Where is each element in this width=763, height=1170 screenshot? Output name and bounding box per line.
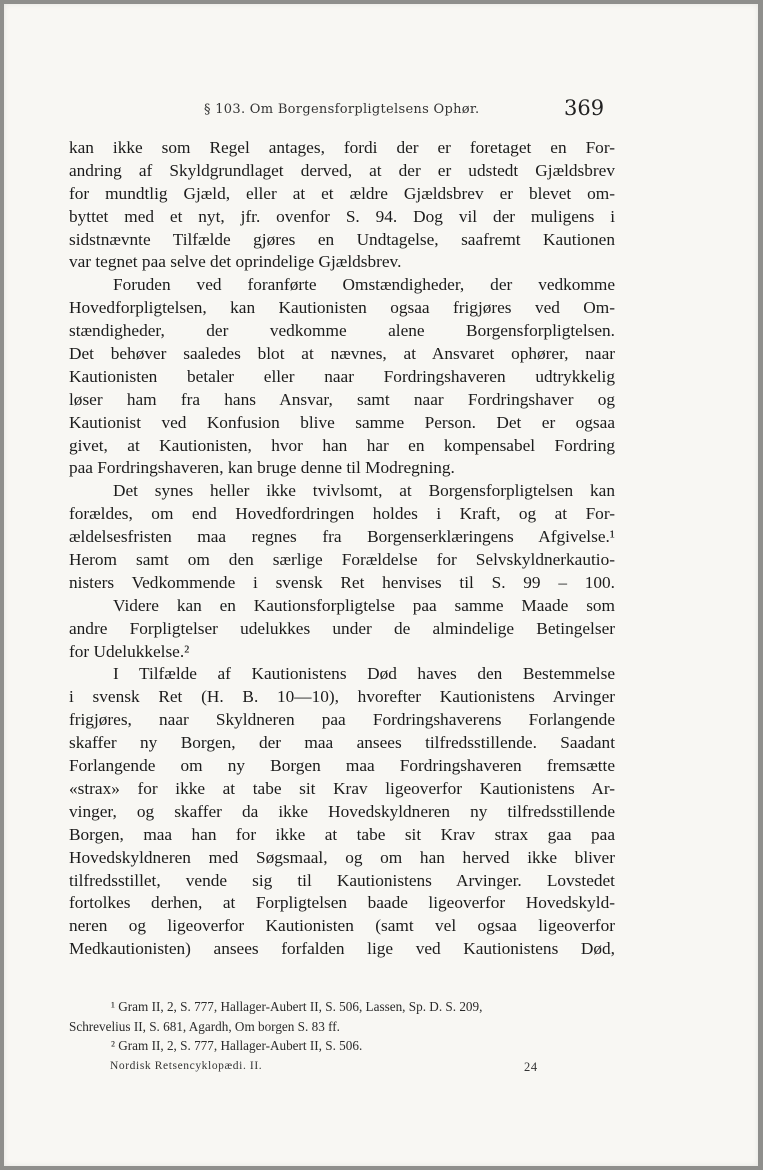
- text-line: I Tilfælde af Kautionistens Død haves den Bestemmelse: [113, 664, 615, 684]
- book-page: [4, 4, 758, 1166]
- text-line: i svensk Ret (H. B. 10—10), hvorefter Kautionistens Arvinger: [69, 687, 615, 707]
- text-line: Hovedforpligtelsen, kan Kautionisten ogsaa frigjøres ved Om-: [69, 298, 615, 318]
- text-line: kan ikke som Regel antages, fordi der er foretaget en For-: [69, 138, 615, 157]
- footnote-line: Schrevelius II, S. 681, Agardh, Om borgen S. 83 ff.: [69, 1018, 340, 1034]
- text-line: Medkautionisten) ansees forfalden lige ved Kautionistens Død,: [69, 939, 615, 959]
- page-number: 369: [564, 96, 605, 120]
- text-line: Hovedskyldneren med Søgsmaal, og om han herved ikke bliver: [69, 847, 615, 867]
- text-line: skaffer ny Borgen, der maa ansees tilfredsstillende. Saadant: [69, 733, 615, 753]
- signature-mark: 24: [524, 1060, 538, 1074]
- text-line: andring af Skyldgrundlaget derved, at der er udstedt Gjældsbrev: [69, 160, 615, 180]
- text-line: løser ham fra hans Ansvar, samt naar Fordringshaver og: [69, 389, 615, 409]
- text-line: Herom samt om den særlige Forældelse for Selvskyldnerkautio-: [69, 550, 615, 570]
- text-line: frigjøres, naar Skyldneren paa Fordringshaverens Forlangende: [69, 710, 615, 730]
- text-line: Borgen, maa han for ikke at tabe sit Krav strax gaa paa: [69, 824, 615, 844]
- text-line: neren og ligeoverfor Kautionisten (samt vel ogsaa ligeoverfor: [69, 916, 615, 936]
- signature-title: Nordisk Retsencyklopædi. II.: [110, 1060, 263, 1072]
- text-line: Det behøver saaledes blot at nævnes, at Ansvaret ophører, naar: [69, 344, 615, 364]
- running-head: [4, 96, 758, 126]
- text-line: vinger, og skaffer da ikke Hovedskyldneren ny tilfredsstillende: [69, 801, 615, 821]
- text-line: Det synes heller ikke tvivlsomt, at Borgensforpligtelsen kan: [113, 481, 615, 501]
- body-text: [69, 137, 615, 961]
- text-line: ældelsesfristen maa regnes fra Borgenserklæringens Afgivelse.¹: [69, 527, 615, 547]
- footnote-line: ¹ Gram II, 2, S. 777, Hallager-Aubert II, S. 506, Lassen, Sp. D. S. 209,: [111, 999, 483, 1014]
- text-line: tilfredsstillet, vende sig til Kautionistens Arvinger. Lovstedet: [69, 870, 615, 890]
- text-line: Forlangende om ny Borgen maa Fordringshaveren fremsætte: [69, 756, 615, 776]
- footnote-line: ² Gram II, 2, S. 777, Hallager-Aubert II, S. 506.: [111, 1038, 363, 1053]
- text-line: for Udelukkelse.²: [69, 641, 190, 661]
- text-line: «strax» for ikke at tabe sit Krav ligeoverfor Kautionistens Ar-: [69, 778, 615, 798]
- text-line: var tegnet paa selve det oprindelige Gjældsbrev.: [69, 252, 402, 272]
- text-line: Foruden ved foranførte Omstændigheder, der vedkomme: [113, 275, 615, 295]
- text-line: for mundtlig Gjæld, eller at et ældre Gjældsbrev er blevet om-: [69, 183, 615, 203]
- printer-signature: [110, 1060, 550, 1078]
- text-line: andre Forpligtelser udelukkes under de almindelige Betingelser: [69, 618, 615, 638]
- text-line: Videre kan en Kautionsforpligtelse paa samme Maade som: [113, 595, 615, 615]
- text-line: forældes, om end Hovedfordringen holdes i Kraft, og at For-: [69, 504, 615, 524]
- text-line: paa Fordringshaveren, kan bruge denne til Modregning.: [69, 458, 455, 478]
- footnotes: [69, 997, 615, 1056]
- text-line: fortolkes derhen, at Forpligtelsen baade ligeoverfor Hovedskyld-: [69, 893, 615, 913]
- text-line: Kautionist ved Konfusion blive samme Person. Det er ogsaa: [69, 412, 615, 432]
- text-line: nisters Vedkommende i svensk Ret henvises til S. 99 – 100.: [69, 572, 615, 592]
- text-line: Kautionisten betaler eller naar Fordringshaveren udtrykkelig: [69, 366, 615, 386]
- text-line: byttet med et nyt, jfr. ovenfor S. 94. Dog vil der muligens i: [69, 206, 615, 226]
- text-line: sidstnævnte Tilfælde gjøres en Undtagelse, saafremt Kautionen: [69, 229, 615, 249]
- text-line: stændigheder, der vedkomme alene Borgensforpligtelsen.: [69, 321, 615, 341]
- text-line: givet, at Kautionisten, hvor han har en kompensabel Fordring: [69, 435, 615, 455]
- section-heading: § 103. Om Borgensforpligtelsens Ophør.: [204, 102, 480, 117]
